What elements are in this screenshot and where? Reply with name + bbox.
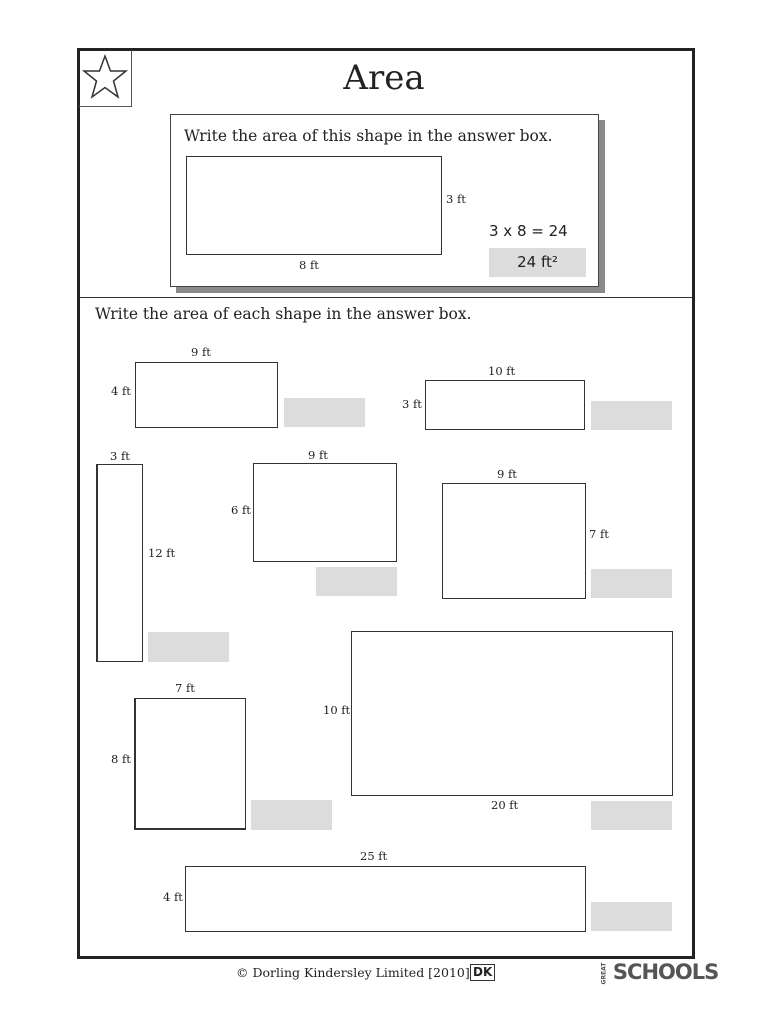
shape-8-top-label: 25 ft xyxy=(360,849,388,863)
shape-6-rectangle xyxy=(134,698,246,830)
shape-2-side-label: 3 ft xyxy=(402,397,422,411)
shape-4-answer-box[interactable] xyxy=(316,567,397,596)
shape-5-side-label: 7 ft xyxy=(589,527,609,541)
dk-logo: DK xyxy=(470,964,495,981)
example-instruction: Write the area of this shape in the answer box. xyxy=(184,127,553,145)
shape-1-rectangle xyxy=(135,362,278,428)
example-height-label: 3 ft xyxy=(446,192,466,206)
shape-6-side-label: 8 ft xyxy=(111,752,131,766)
shape-4-rectangle xyxy=(253,463,397,562)
shape-6-answer-box[interactable] xyxy=(251,800,332,830)
example-calculation: 3 x 8 = 24 xyxy=(489,222,568,240)
shape-7-answer-box[interactable] xyxy=(591,801,672,830)
shape-7-bottom-label: 20 ft xyxy=(491,798,519,812)
shape-4-side-label: 6 ft xyxy=(231,503,251,517)
example-width-label: 8 ft xyxy=(299,258,319,272)
shape-5-rectangle xyxy=(442,483,586,599)
shape-8-side-label: 4 ft xyxy=(163,890,183,904)
shape-5-answer-box[interactable] xyxy=(591,569,672,598)
shape-6-top-label: 7 ft xyxy=(175,681,195,695)
shape-8-rectangle xyxy=(185,866,586,932)
shape-4-top-label: 9 ft xyxy=(308,448,328,462)
shape-5-top-label: 9 ft xyxy=(497,467,517,481)
shape-2-rectangle xyxy=(425,380,585,430)
shape-1-answer-box[interactable] xyxy=(284,398,365,427)
shape-3-answer-box[interactable] xyxy=(148,632,229,662)
shape-1-top-label: 9 ft xyxy=(191,345,211,359)
brand-small-text: GREAT xyxy=(600,962,608,984)
shape-3-rectangle xyxy=(96,464,143,662)
greatschools-logo xyxy=(593,960,718,984)
section-instruction: Write the area of each shape in the answer box. xyxy=(95,305,472,323)
shape-2-answer-box[interactable] xyxy=(591,401,672,430)
brand-text: SCHOOLS xyxy=(612,960,719,984)
section-divider xyxy=(80,297,692,298)
shape-3-top-label: 3 ft xyxy=(110,449,130,463)
shape-7-side-label: 10 ft xyxy=(323,703,351,717)
shape-2-top-label: 10 ft xyxy=(488,364,516,378)
example-answer-box: 24 ft² xyxy=(489,248,586,277)
shape-1-side-label: 4 ft xyxy=(111,384,131,398)
copyright-text: © Dorling Kindersley Limited [2010] xyxy=(236,965,470,980)
example-rectangle xyxy=(186,156,442,255)
shape-3-side-label: 12 ft xyxy=(148,546,176,560)
shape-7-rectangle xyxy=(351,631,673,796)
shape-8-answer-box[interactable] xyxy=(591,902,672,931)
page-title: Area xyxy=(343,58,425,98)
